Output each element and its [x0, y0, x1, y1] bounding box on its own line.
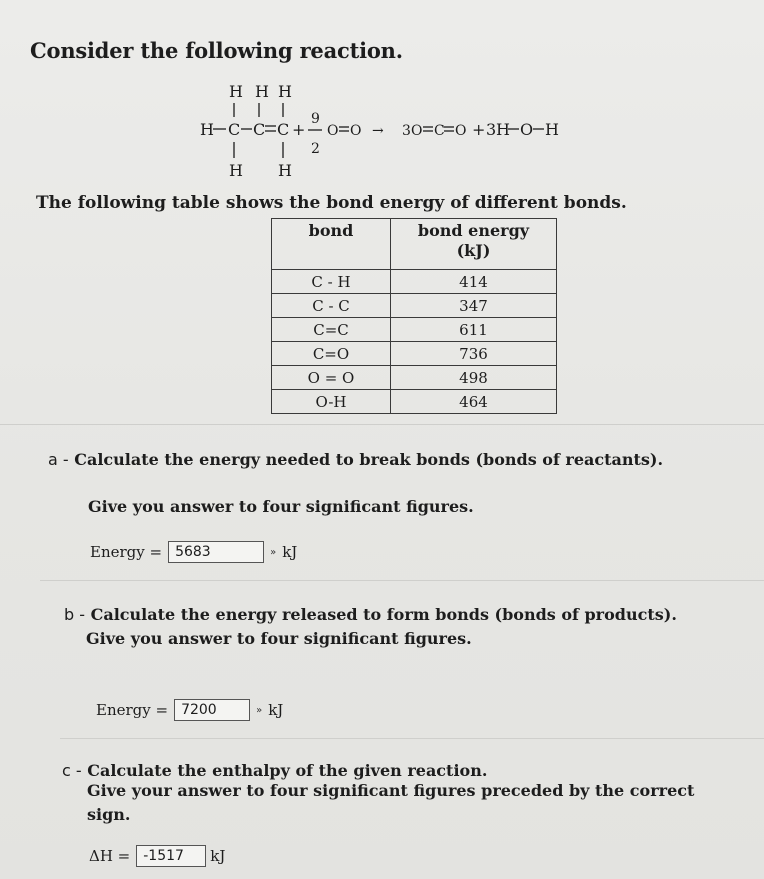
product2-coefficient: 3	[486, 120, 497, 139]
question-c-instruction-2: sign.	[87, 805, 131, 824]
question-c-number: c -	[62, 761, 82, 780]
energy-cell: 611	[391, 318, 557, 342]
atom-h-left: H	[200, 120, 214, 139]
atom-h-top-1: H	[229, 82, 243, 101]
plus-sign-2: +	[472, 120, 486, 139]
question-a-text	[48, 450, 663, 469]
atom-h-top-2: H	[255, 82, 269, 101]
question-a-number: a -	[48, 450, 69, 469]
energy-cell: 736	[391, 342, 557, 366]
question-b-instruction: Give you answer to four significant figures.	[86, 629, 472, 648]
energy-cell: 414	[391, 270, 557, 294]
bond-cell: C=O	[272, 342, 391, 366]
atom-h-top-3: H	[278, 82, 292, 101]
question-c-text	[62, 761, 487, 780]
question-a-instruction: Give you answer to four significant figures.	[88, 497, 474, 516]
answer-c-unit: kJ	[210, 847, 226, 865]
question-a-prompt: Calculate the energy needed to break bonds (bonds of reactants).	[74, 450, 664, 469]
header-energy-line1: bond energy	[417, 221, 530, 240]
table-row	[272, 366, 557, 390]
reaction-diagram	[186, 80, 636, 185]
answer-a-input[interactable]: 5683	[168, 541, 264, 563]
answer-b-label: Energy =	[96, 701, 169, 719]
atom-c-4: C	[434, 123, 445, 139]
question-c-instruction-1: Give your answer to four significant figures preceded by the correct	[87, 781, 695, 800]
coefficient-numerator: 9	[311, 111, 320, 127]
question-b-prompt: Calculate the energy released to form bonds (bonds of products).	[90, 605, 677, 624]
bond-cell: O = O	[272, 366, 391, 390]
energy-cell: 498	[391, 366, 557, 390]
answer-c-row	[89, 845, 225, 867]
answer-a-unit: kJ	[282, 543, 298, 561]
question-b-number: b -	[64, 605, 86, 624]
table-intro: The following table shows the bond energy of different bonds.	[36, 193, 627, 213]
atom-o-water: O	[520, 120, 534, 139]
atom-o-1: O	[327, 123, 339, 139]
bond-cell: C - C	[272, 294, 391, 318]
bond-energy-table	[271, 218, 557, 414]
answer-b-arrow: »	[256, 704, 263, 716]
atom-c-3: C	[277, 120, 290, 139]
atom-o-2: O	[350, 123, 362, 139]
answer-a-arrow: »	[270, 546, 277, 558]
page-heading: Consider the following reaction.	[30, 38, 403, 63]
header-energy-line2: (kJ)	[456, 241, 491, 260]
bond-cell: C - H	[272, 270, 391, 294]
atom-h-water-1: H	[496, 120, 510, 139]
atom-o-4: O	[455, 123, 467, 139]
table-header-row	[272, 219, 557, 270]
answer-b-unit: kJ	[268, 701, 284, 719]
table-row	[272, 294, 557, 318]
product1-coefficient: 3	[402, 123, 411, 139]
atom-h-bottom-2: H	[278, 161, 292, 180]
answer-a-row	[90, 541, 297, 563]
atom-h-water-2: H	[545, 120, 559, 139]
answer-b-row	[96, 699, 283, 721]
section-divider	[60, 738, 764, 739]
answer-c-input[interactable]: -1517	[136, 845, 206, 867]
bond-cell: O-H	[272, 390, 391, 414]
table-row	[272, 342, 557, 366]
question-c-prompt: Calculate the enthalpy of the given reaction.	[87, 761, 488, 780]
table-row	[272, 270, 557, 294]
header-bond: bond	[272, 219, 391, 270]
reaction-arrow: →	[372, 123, 384, 139]
answer-c-label: ΔH =	[89, 847, 131, 865]
atom-c-1: C	[228, 120, 241, 139]
plus-sign-1: +	[292, 120, 306, 139]
reaction-equation	[186, 80, 636, 185]
atom-c-2: C	[253, 120, 266, 139]
table-row	[272, 390, 557, 414]
atom-h-bottom-1: H	[229, 161, 243, 180]
section-divider	[40, 580, 764, 581]
atom-o-3: O	[411, 123, 423, 139]
answer-a-label: Energy =	[90, 543, 163, 561]
answer-b-input[interactable]: 7200	[174, 699, 250, 721]
table-row	[272, 318, 557, 342]
energy-cell: 347	[391, 294, 557, 318]
section-divider	[0, 424, 764, 425]
bond-cell: C=C	[272, 318, 391, 342]
coefficient-denominator: 2	[311, 141, 320, 157]
question-b-text	[64, 605, 677, 624]
energy-cell: 464	[391, 390, 557, 414]
header-bond-energy	[391, 219, 557, 270]
